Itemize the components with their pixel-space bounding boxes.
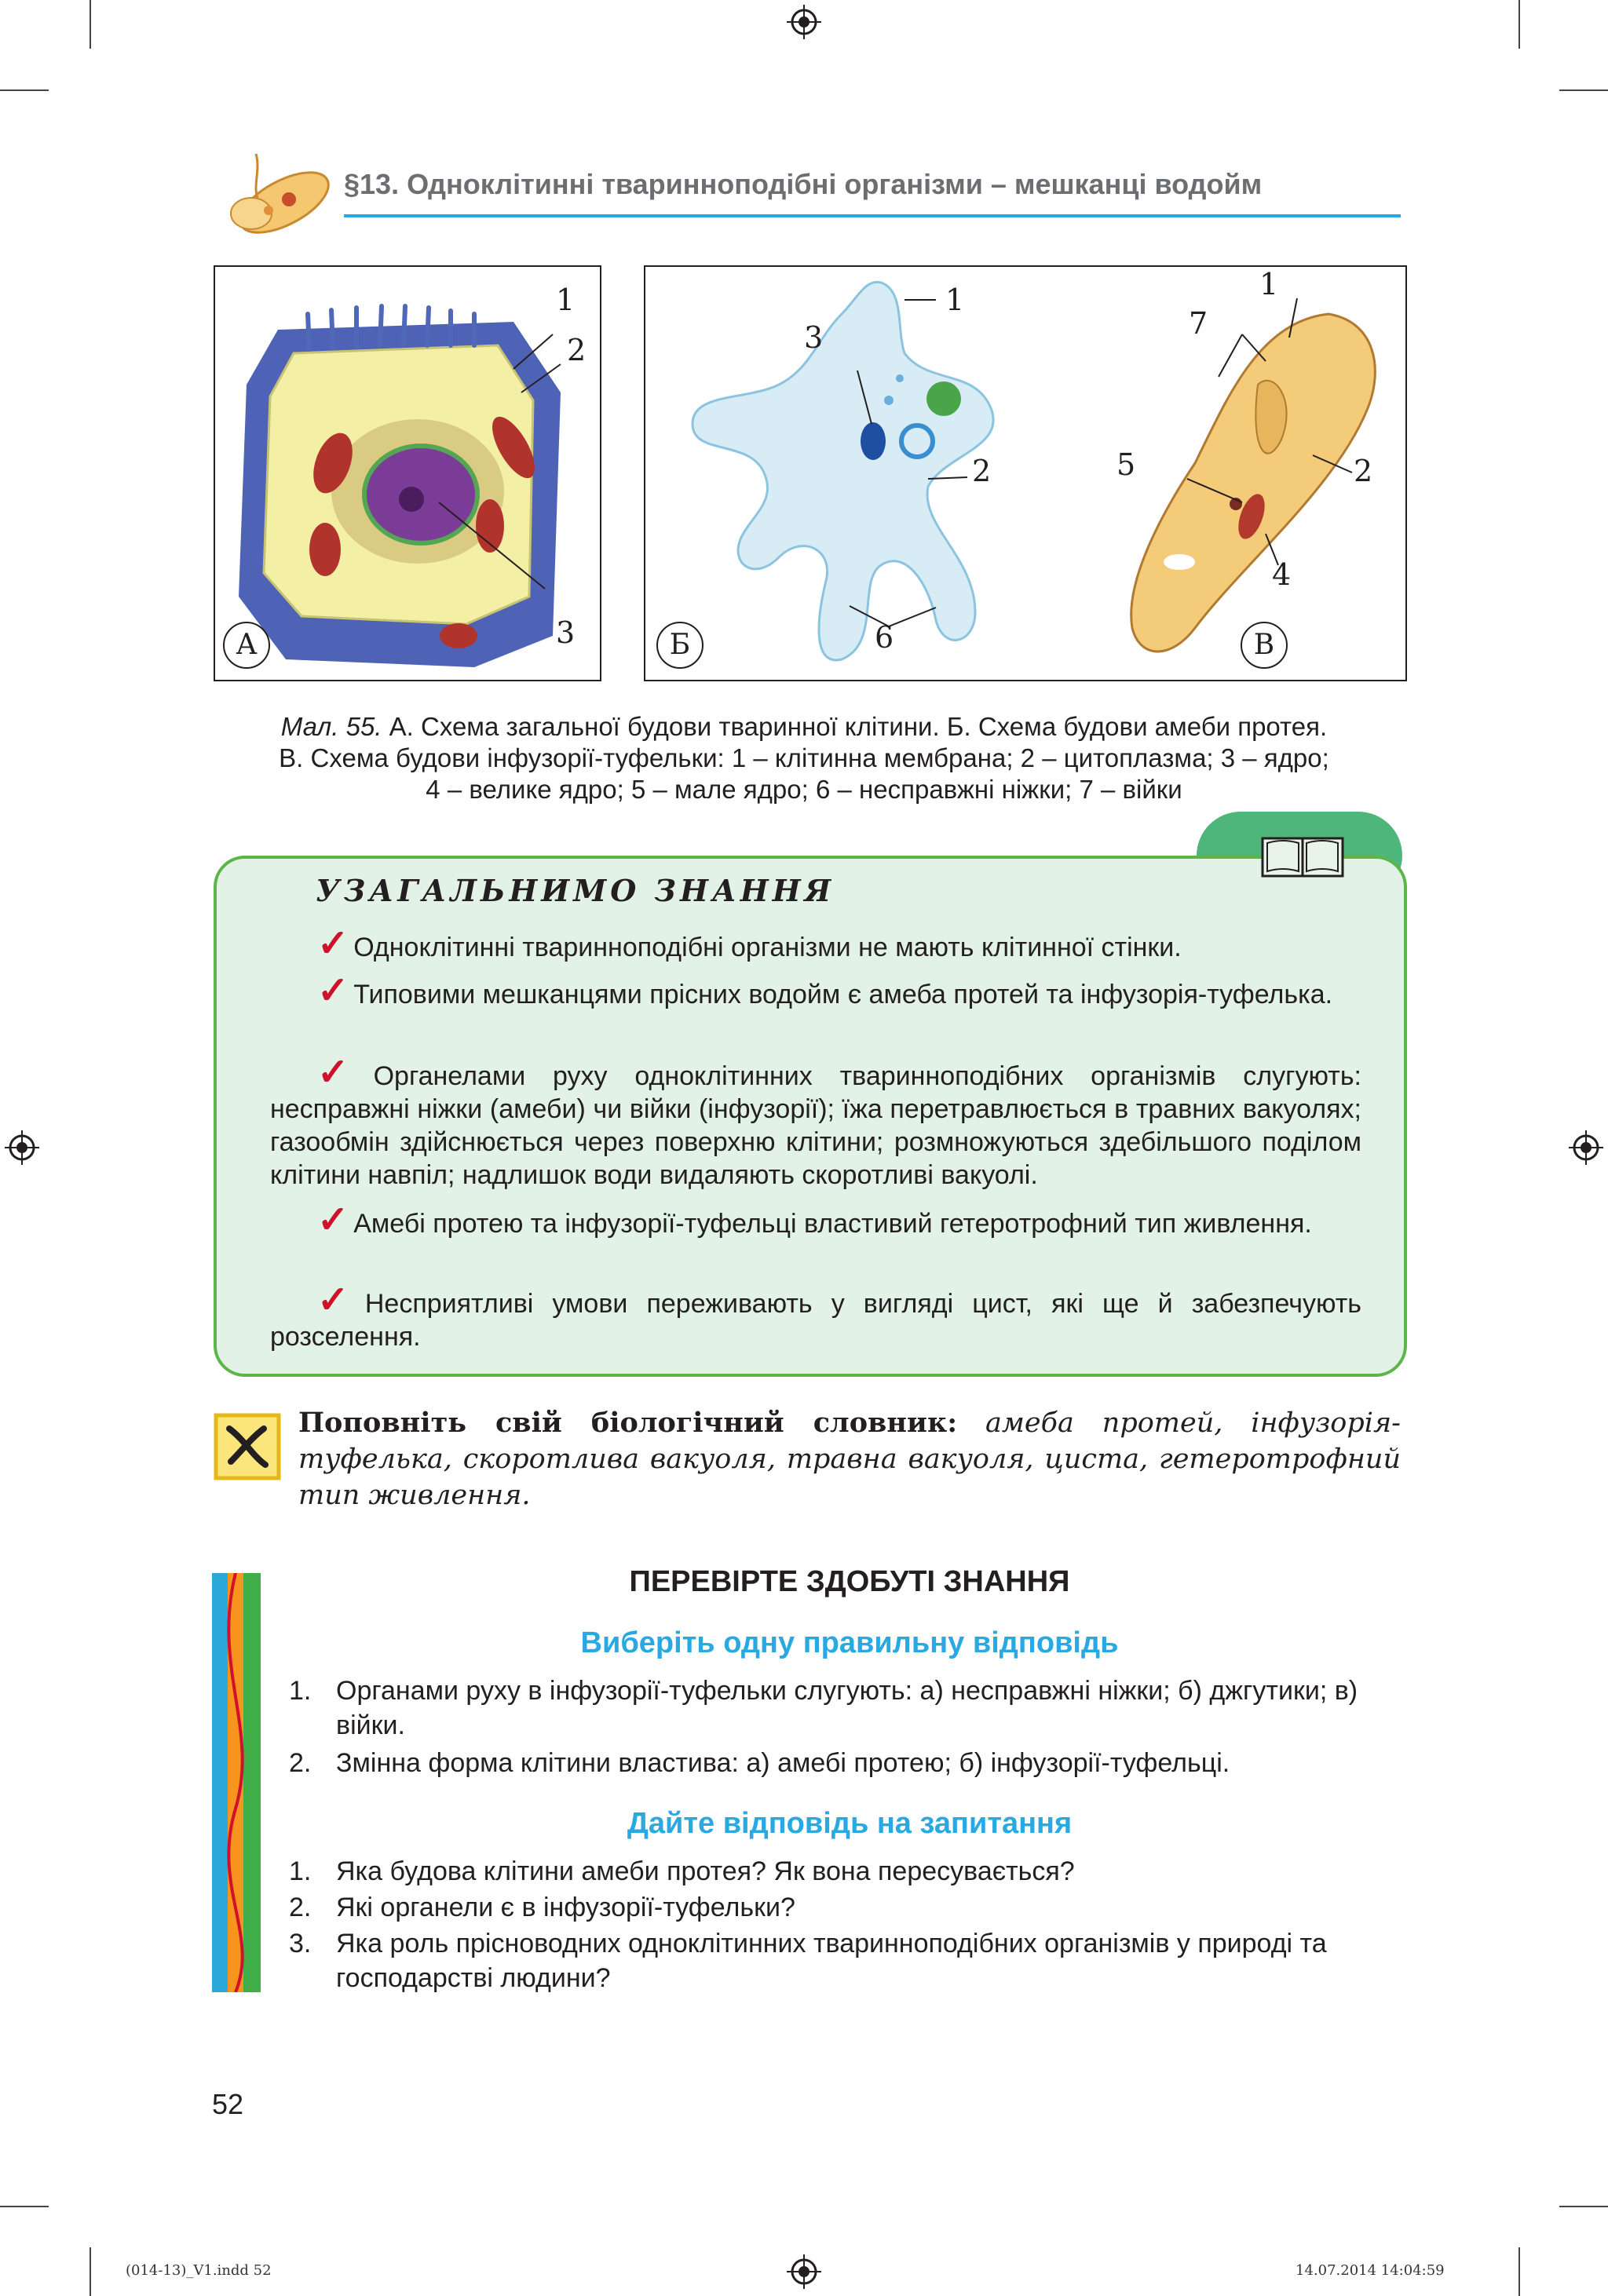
figure-panel-b-v [644,265,1407,681]
figure-label: 1 [1259,267,1279,301]
book-icon [1259,835,1346,879]
figure-label: 2 [1354,454,1373,488]
check-icon: ✓ [317,923,349,965]
figure-label: 2 [567,333,587,367]
summary-item: ✓ Несприятливі умови переживають у вигляді цист, які ще й забезпечують розселення. [270,1279,1361,1352]
page-number: 52 [212,2088,244,2120]
crop-mark [1559,2206,1608,2207]
quiz-question: 2. Змінна форма клітини властива: а) амебі протею; б) інфузорії-туфельці. [289,1748,1230,1778]
dictionary-terms: амеба протей, інфузорія-туфелька, скоротлива вакуоля, травна вакуоля, циста, гетеротрофний тип живлення. [298,1407,1401,1511]
quiz-question: 2. Які органели є в інфузорії-туфельки? [289,1893,795,1922]
header-divider [344,214,1401,217]
figure-panel-a [214,265,601,681]
dictionary-lead: Поповніть свій біологічний словник: [298,1407,958,1439]
crop-mark [1559,89,1608,91]
figure-label: 3 [556,615,576,650]
figure-label: 4 [1272,557,1292,592]
quiz-title: ПЕРЕВІРТЕ ЗДОБУТІ ЗНАННЯ [629,1565,1070,1598]
paramecium-header-icon [221,138,331,248]
quiz-question: 1. Яка будова клітини амеби протея? Як вона пересувається? [289,1856,1075,1886]
crop-mark [90,0,91,49]
crop-mark [0,2206,49,2207]
caption-line: В. Схема будови інфузорії-туфельки: 1 – клітинна мембрана; 2 – цитоплазма; 3 – ядро; [279,743,1329,772]
figure-label: 1 [556,283,576,317]
footer-file: (014-13)_V1.indd 52 [126,2262,272,2279]
summary-item: ✓ Одноклітинні тваринноподібні організми не мають клітинної стінки. [317,923,1182,965]
registration-mark-icon [1569,1130,1603,1165]
summary-item: ✓ Органелами руху одноклітинних тваринноподібних організмів слугують: несправжні ніжки (амеби) чи війки (інфузорії); їжа перетравлюється в травних вакуолях; газообмін здійснюється через поверхню клітини; розмножуються здебільшого поділом клітини навпіл; надлишок води видаляють скоротливі вакуолі. [270,1052,1362,1190]
page-title: §13. Одноклітинні тваринноподібні організми – мешканці водойм [344,168,1263,200]
figure-caption [188,711,1420,805]
panel-letter: В [1241,622,1288,669]
crop-mark [0,89,49,91]
amoeba-paramecium-diagram [645,267,1405,680]
check-icon: ✓ [317,1199,349,1241]
summary-item: ✓ Типовими мешканцями прісних водойм є амеба протей та інфузорія-туфелька. [317,970,1333,1012]
check-icon: ✓ [317,1052,369,1093]
footer-date: 14.07.2014 14:04:59 [1296,2262,1445,2279]
animal-cell-diagram [215,267,600,680]
crop-mark [1518,2247,1520,2296]
quiz-section-title: Виберіть одну правильну відповідь [580,1626,1119,1659]
dictionary-icon [214,1413,281,1480]
figure-label: 5 [1116,447,1136,482]
caption-lead: Мал. 55. [280,712,382,741]
figure-label: 1 [945,283,965,317]
caption-line: 4 – велике ядро; 5 – мале ядро; 6 – несправжні ніжки; 7 – війки [426,775,1182,804]
caption-line: А. Схема загальної будови тваринної клітини. Б. Схема будови амеби протея. [382,712,1328,741]
figure-label: 3 [804,320,824,355]
quiz-side-bar [212,1573,261,1992]
crop-mark [90,2247,91,2296]
figure-label: 6 [875,620,894,655]
panel-letter: А [223,622,270,669]
registration-mark-icon [787,5,821,39]
check-icon: ✓ [317,1279,360,1321]
check-icon: ✓ [317,970,349,1012]
figure-label: 2 [972,454,992,488]
summary-title: УЗАГАЛЬНИМО ЗНАННЯ [316,873,835,908]
dictionary-text [298,1405,1401,1513]
figure-label: 7 [1189,306,1208,341]
summary-item: ✓ Амебі протею та інфузорії-туфельці властивий гетеротрофний тип живлення. [317,1199,1312,1241]
quiz-section-title: Дайте відповідь на запитання [627,1807,1073,1840]
panel-letter: Б [656,622,704,669]
quiz-question: 1. Органами руху в інфузорії-туфельки слугують: а) несправжні ніжки; б) джгутики; в) війки. [289,1676,1358,1740]
crop-mark [1518,0,1520,49]
registration-mark-icon [5,1130,39,1165]
registration-mark-icon [787,2254,821,2289]
quiz-question: 3. Яка роль прісноводних одноклітинних тваринноподібних організмів у природі та господарстві людини? [289,1929,1327,1993]
